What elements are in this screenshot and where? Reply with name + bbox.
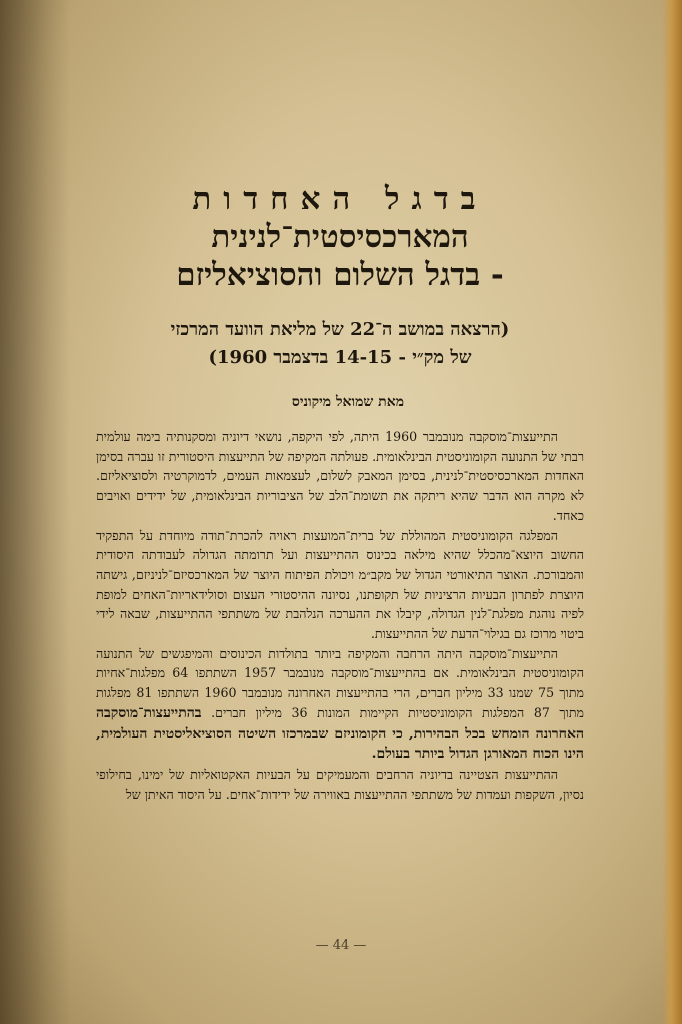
spine-shadow	[0, 0, 70, 1024]
title-line-1: בדגל האחדות	[192, 181, 488, 217]
paragraph-2: המפלגה הקומוניסטית המהוללת של ברית־המועצות ראויה להכרת־תודה מיוחדת על התפקיד החשוב היוצא־מהכלל שהיא מילאה בכינוס ההתייעצות ועל תרומתה הגדולה לעבודתה היסודית והמבורכת. האוצר התיאורטי הגדול של מקב״מ ויכולת הפיתוח היוצר של המארכסיזם־לניניזם, גישתה היוצרת לפתרון הבעיות הרציניות של תקופתנו, נסיונה ההיסטורי העצום וסולידאריות־האחים למופת לפיה נוהגת מפלגת־לנין הגדולה, קיבלו את ההערכה הנלהבת של משתתפי ההתייעצות, שבאה לידי ביטוי מרוכז גם בגילוי־הדעת של ההתייעצות.	[96, 527, 584, 642]
paragraph-3	[96, 644, 584, 765]
author-byline: מאת שמואל מיקוניס	[291, 394, 404, 410]
page-edge	[662, 0, 682, 1024]
subtitle-line-1: (הרצאה במושב ה־22 של מליאת הוועד המרכזי	[170, 319, 510, 340]
subtitle	[96, 316, 584, 372]
body-text	[96, 427, 584, 804]
page-number: — 44 —	[315, 938, 367, 953]
paragraph-3-text: התייעצות־מוסקבה היתה הרחבה והמקיפה ביותר בתולדות הכינוסים והמיפגשים של התנועה הקומוניסטית הבינלאומית. אם בהתייעצות־מוסקבה מנובמבר 1957 השתתפו 64 מפלגות־אחיות מתוך 75 שמנו 33 מיליון חברים, הרי בהתייעצות האחרונה מנובמבר 1960 השתתפו 81 מפלגות מתוך 87 המפלגות הקומוניסטיות הקיימות המונות 36 מיליון חברים.	[96, 645, 584, 720]
subtitle-line-2: של מק״י - 14-15 בדצמבר 1960)	[208, 347, 472, 368]
paragraph-3-emphasis: בהתייעצות־מוסקבה האחרונה הומחש בכל הבהירות, כי הקומוניזם שבמרכזו השיטה הסוציאליסטית העולמית, הינו הכוח המאורגן הגדול ביותר בעולם.	[96, 704, 584, 763]
title-line-3: - בדגל השלום והסוציאליזם	[176, 257, 504, 293]
paragraph-4: ההתייעצות הצטיינה בדיוניה הרחבים והמעמיקים על הבעיות האקטואליות של ימינו, בחילופי נסיון, השקפות ועמדות של משתתפי ההתייעצות באווירה של ידידות־אחים. על היסוד האיתן של	[96, 766, 584, 802]
article-content	[96, 180, 584, 804]
title-line-2: המארכסיסטית־לנינית	[211, 219, 469, 255]
paragraph-1: התייעצות־מוסקבה מנובמבר 1960 היתה, לפי היקפה, נושאי דיוניה ומסקנותיה בימה עולמית רבתי של התנועה הקומוניסטית הבינלאומית. פעולתה המקיפה של התייעצות היסטורית זו עברה בסימן האחדות המארכסיסטית־לנינית, בסימן המאבק לשלום, לעצמאות העמים, לדמוקרטיה ולסוציאליזם. לא מקרה הוא הדבר שהיא ריתקה את תשומת־הלב של הציבוריות הבינלאומית, של ידידים ואויבים כאחד.	[96, 429, 584, 523]
